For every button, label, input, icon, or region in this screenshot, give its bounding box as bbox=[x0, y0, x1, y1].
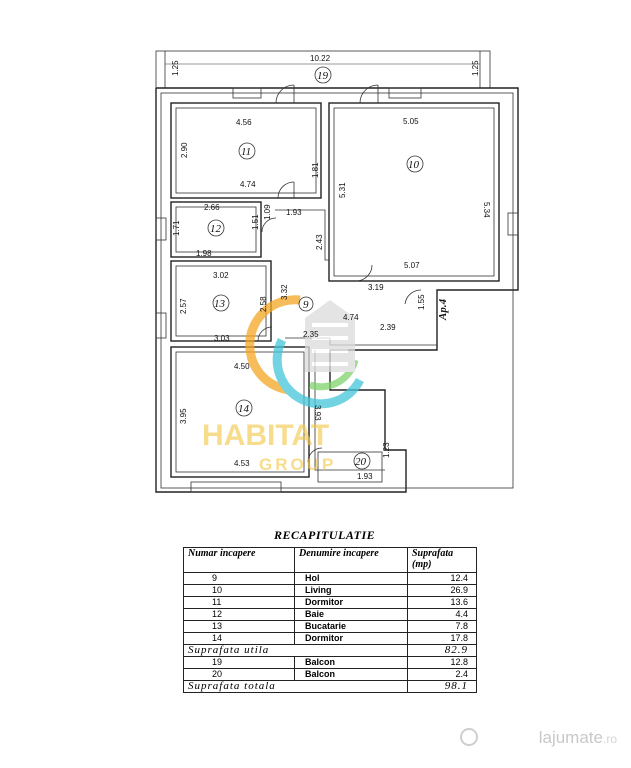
cell-name: Balcon bbox=[295, 669, 408, 681]
cell-name: Balcon bbox=[295, 657, 408, 669]
table-row bbox=[184, 573, 477, 585]
util-area-value: 82.9 bbox=[408, 645, 477, 657]
cell-area: 17.8 bbox=[408, 633, 477, 645]
table-row bbox=[184, 585, 477, 597]
dim-hall-155: 1.55 bbox=[417, 294, 426, 310]
watermark-word-habitat: HABITAT bbox=[202, 419, 330, 452]
dim-hall-474: 4.74 bbox=[343, 313, 359, 322]
room-number-11: 11 bbox=[241, 146, 252, 158]
dim-r12-top: 2.66 bbox=[204, 203, 220, 212]
room-number-13: 13 bbox=[214, 298, 225, 310]
dim-r20-right: 1.23 bbox=[382, 442, 391, 458]
dim-r14-left: 3.95 bbox=[179, 408, 188, 424]
dim-r11-bottom: 4.74 bbox=[240, 180, 256, 189]
dim-hall-v2: 3.32 bbox=[280, 284, 289, 300]
room-number-12: 12 bbox=[210, 223, 221, 235]
cell-name: Bucatarie bbox=[295, 621, 408, 633]
cell-name: Living bbox=[295, 585, 408, 597]
cell-name: Dormitor bbox=[295, 597, 408, 609]
cell-area: 2.4 bbox=[408, 669, 477, 681]
total-area-value: 98.1 bbox=[408, 681, 477, 693]
dim-r14-top: 4.50 bbox=[234, 362, 250, 371]
room-number-9: 9 bbox=[303, 299, 309, 311]
dim-r10-top: 5.05 bbox=[403, 117, 419, 126]
lajumate-watermark bbox=[539, 728, 617, 748]
dim-hall-top: 1.93 bbox=[286, 208, 302, 217]
table-row bbox=[184, 609, 477, 621]
dim-r14-right: 3.93 bbox=[313, 405, 322, 421]
dim-r11-top: 4.56 bbox=[236, 118, 252, 127]
total-area-row bbox=[184, 681, 477, 693]
dim-r13-bottom: 3.03 bbox=[214, 334, 230, 343]
dim-r11-left: 2.90 bbox=[180, 142, 189, 158]
dim-r12-right2: 1.09 bbox=[263, 204, 272, 220]
total-area-label: Suprafata totala bbox=[184, 681, 408, 693]
dim-hall-v: 2.43 bbox=[315, 234, 324, 250]
table-row bbox=[184, 597, 477, 609]
dim-r10-bottom: 5.07 bbox=[404, 261, 420, 270]
table-row bbox=[184, 669, 477, 681]
dim-hall-319: 3.19 bbox=[368, 283, 384, 292]
cell-nr: 9 bbox=[184, 573, 295, 585]
room-number-20: 20 bbox=[355, 456, 366, 468]
cell-nr: 20 bbox=[184, 669, 295, 681]
watermark-word-group: GROUP bbox=[259, 455, 337, 474]
cell-area: 7.8 bbox=[408, 621, 477, 633]
dim-r13-right: 2.58 bbox=[259, 296, 268, 312]
dim-hall-239: 2.39 bbox=[380, 323, 396, 332]
cell-area: 12.8 bbox=[408, 657, 477, 669]
cell-nr: 19 bbox=[184, 657, 295, 669]
dim-r12-right: 1.51 bbox=[251, 214, 260, 230]
lajumate-logo-icon bbox=[460, 728, 478, 746]
dim-balcony-left: 1.25 bbox=[171, 60, 180, 76]
cell-nr: 10 bbox=[184, 585, 295, 597]
dim-r13-top: 3.02 bbox=[213, 271, 229, 280]
room-10-walls bbox=[329, 103, 499, 281]
util-area-row bbox=[184, 645, 477, 657]
dim-r12-left: 1.71 bbox=[172, 220, 181, 236]
table-row bbox=[184, 633, 477, 645]
apartment-label: Ap.4 bbox=[437, 298, 449, 320]
doors bbox=[258, 85, 421, 462]
cell-nr: 12 bbox=[184, 609, 295, 621]
dim-r14-bottom: 4.53 bbox=[234, 459, 250, 468]
cell-nr: 13 bbox=[184, 621, 295, 633]
cell-name: Baie bbox=[295, 609, 408, 621]
cell-name: Dormitor bbox=[295, 633, 408, 645]
dim-r20-bottom: 1.93 bbox=[357, 472, 373, 481]
dim-r12-bottom: 1.98 bbox=[196, 249, 212, 258]
dimension-labels bbox=[171, 54, 491, 481]
dim-overall-width: 10.22 bbox=[310, 54, 331, 63]
cell-area: 26.9 bbox=[408, 585, 477, 597]
cell-name: Hol bbox=[295, 573, 408, 585]
recap-title: RECAPITULATIE bbox=[274, 528, 376, 542]
dim-r10-right: 5.34 bbox=[482, 202, 491, 218]
dim-r11-right: 1.81 bbox=[311, 162, 320, 178]
cell-area: 4.4 bbox=[408, 609, 477, 621]
room-number-19: 19 bbox=[317, 70, 328, 82]
cell-nr: 11 bbox=[184, 597, 295, 609]
table-row bbox=[184, 657, 477, 669]
header-suprafata: Suprafata (mp) bbox=[408, 548, 477, 573]
header-numar: Numar incapere bbox=[184, 548, 295, 573]
cell-nr: 14 bbox=[184, 633, 295, 645]
cell-area: 12.4 bbox=[408, 573, 477, 585]
recap-header-row bbox=[184, 548, 477, 573]
util-area-label: Suprafata utila bbox=[184, 645, 408, 657]
dim-hall-235: 2.35 bbox=[303, 330, 319, 339]
room-number-10: 10 bbox=[408, 159, 419, 171]
lajumate-tld: .ro bbox=[602, 732, 617, 746]
lajumate-name: lajumate bbox=[538, 728, 603, 747]
header-denumire: Denumire incapere bbox=[295, 548, 408, 573]
dim-r10-left: 5.31 bbox=[338, 182, 347, 198]
dim-balcony-right: 1.25 bbox=[471, 60, 480, 76]
habitat-group-logo bbox=[202, 300, 360, 474]
dim-r13-left: 2.57 bbox=[179, 298, 188, 314]
recap-table bbox=[183, 547, 477, 693]
room-number-14: 14 bbox=[238, 403, 249, 415]
table-row bbox=[184, 621, 477, 633]
cell-area: 13.6 bbox=[408, 597, 477, 609]
